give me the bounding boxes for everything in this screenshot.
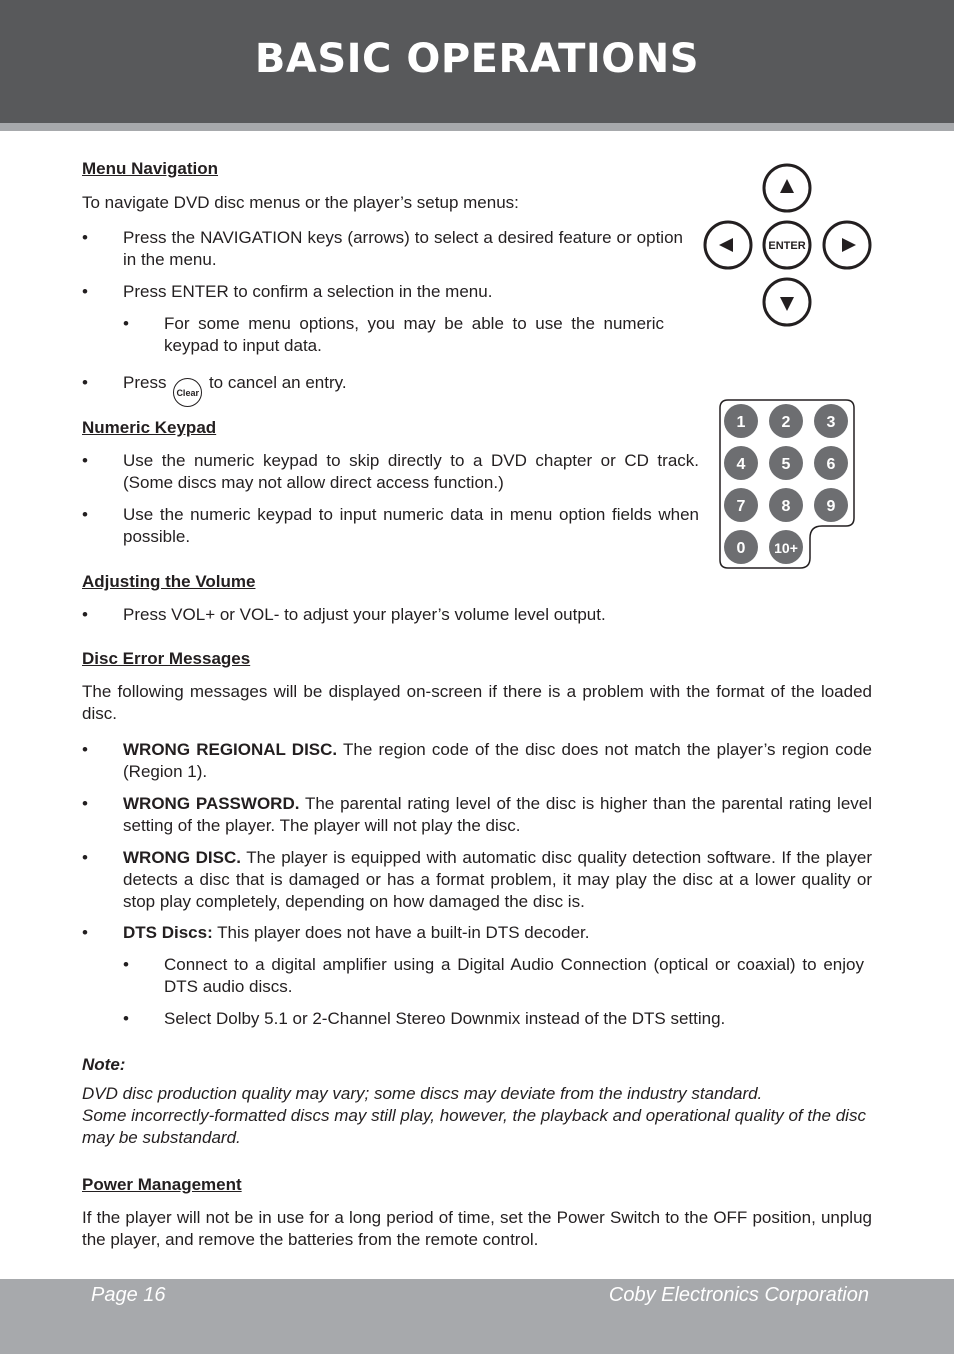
svg-text:0: 0 [736, 540, 746, 557]
menu-navigation-heading: Menu Navigation [82, 159, 219, 178]
company-name: Coby Electronics Corporation [608, 1284, 869, 1306]
key-4 [724, 446, 758, 480]
power-heading: Power Management [82, 1175, 242, 1194]
key-10-plus [769, 530, 803, 564]
svg-text:2: 2 [781, 414, 791, 431]
clear-button-icon: Clear [173, 378, 202, 407]
svg-text:10+: 10+ [774, 540, 798, 556]
menu-navigation-intro: To navigate DVD disc menus or the player’s setup menus: [82, 193, 519, 212]
note-line-1: DVD disc production quality may vary; some discs may deviate from the industry standard. [82, 1084, 763, 1103]
enter-label: ENTER [768, 240, 806, 252]
up-arrow-icon [764, 165, 810, 211]
key-6 [814, 446, 848, 480]
right-arrow-icon [824, 222, 870, 268]
svg-text:6: 6 [826, 456, 836, 473]
key-2 [769, 404, 803, 438]
down-arrow-icon [764, 279, 810, 325]
svg-text:8: 8 [781, 498, 791, 515]
note-line-2: Some incorrectly-formatted discs may still play, however, the playback and operational quality of the disc may be substandard. [82, 1106, 866, 1147]
note-label: Note: [82, 1055, 126, 1074]
header-stripe [0, 123, 954, 131]
left-arrow-icon [705, 222, 751, 268]
svg-text:5: 5 [781, 456, 791, 473]
page-title: BASIC OPERATIONS [254, 36, 700, 82]
enter-button-icon [764, 222, 810, 268]
svg-text:4: 4 [736, 456, 746, 473]
page-number: Page 16 [91, 1284, 166, 1306]
svg-text:7: 7 [736, 498, 746, 515]
key-7 [724, 488, 758, 522]
key-8 [769, 488, 803, 522]
power-text: If the player will not be in use for a long period of time, set the Power Switch to the OFF position, unplug the player, and remove the batteries from the remote control. [82, 1208, 872, 1249]
volume-heading: Adjusting the Volume [82, 572, 256, 591]
key-9 [814, 488, 848, 522]
svg-text:1: 1 [736, 414, 746, 431]
svg-text:9: 9 [826, 498, 836, 515]
key-1 [724, 404, 758, 438]
svg-text:3: 3 [826, 414, 836, 431]
disc-errors-heading: Disc Error Messages [82, 649, 251, 668]
numeric-keypad-illustration [718, 398, 858, 572]
key-5 [769, 446, 803, 480]
key-0 [724, 530, 758, 564]
navigation-pad-illustration [700, 160, 878, 332]
key-3 [814, 404, 848, 438]
disc-errors-intro: The following messages will be displayed on-screen if there is a problem with the format of the loaded disc. [82, 682, 872, 723]
numeric-keypad-heading: Numeric Keypad [82, 418, 217, 437]
